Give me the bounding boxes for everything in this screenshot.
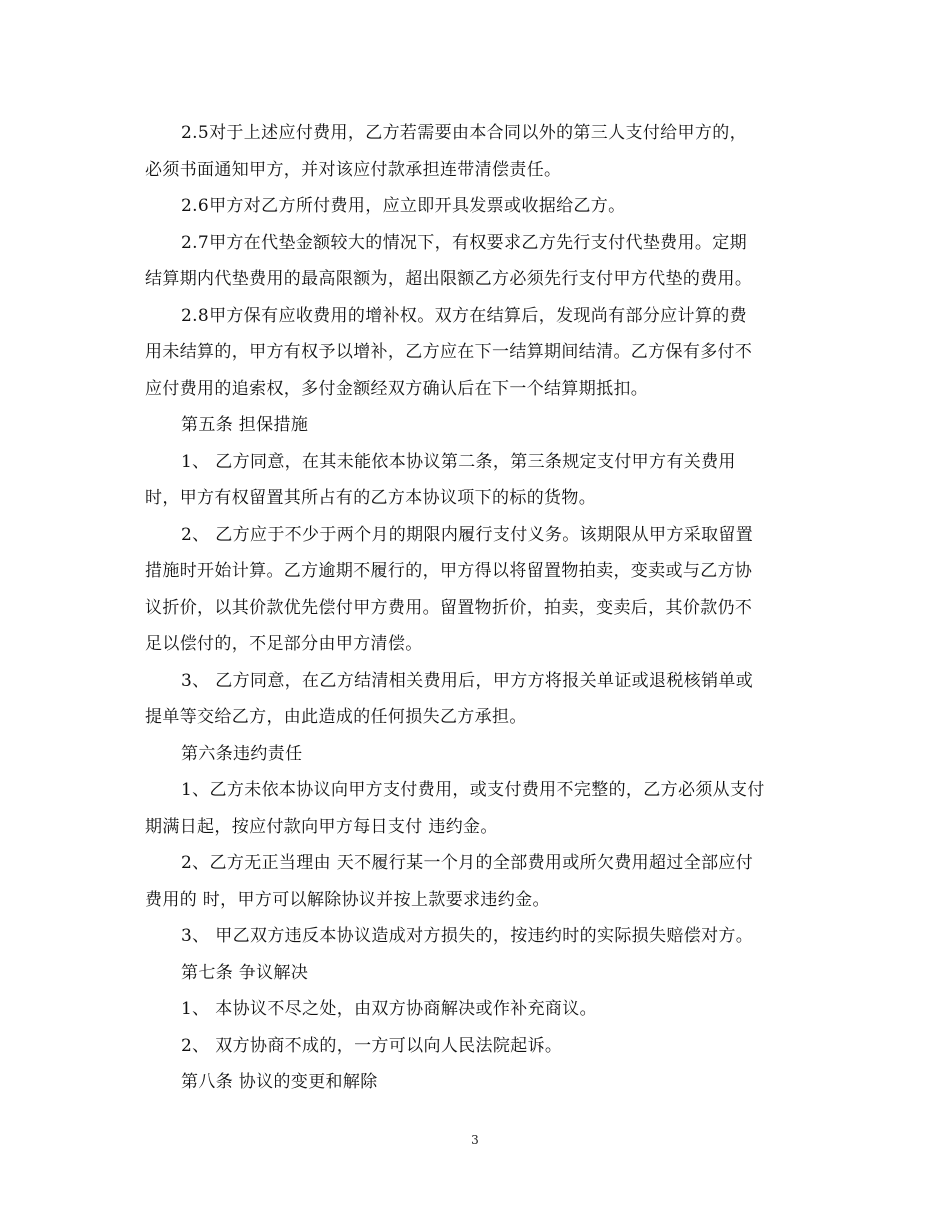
text-line: 时，甲方有权留置其所占有的乙方本协议项下的标的货物。 [145, 488, 597, 508]
text-line: 结算期内代垫费用的最高限额为，超出限额乙方必须先行支付甲方代垫的费用。 [145, 269, 753, 289]
text-line: 第八条 协议的变更和解除 [181, 1072, 378, 1092]
text-line: 期满日起，按应付款向甲方每日支付 违约金。 [145, 816, 498, 837]
text-line: 2、 双方协商不成的，一方可以向人民法院起诉。 [181, 1035, 563, 1056]
text-line: 第六条违约责任 [181, 743, 303, 764]
text-line: 用未结算的，甲方有权予以增补，乙方应在下一结算期间结清。乙方保有多付不 [145, 342, 753, 362]
text-line: 2.8甲方保有应收费用的增补权。双方在结算后，发现尚有部分应计算的费 [181, 305, 747, 326]
text-line: 1、 乙方同意，在其未能依本协议第二条，第三条规定支付甲方有关费用 [181, 451, 736, 472]
text-line: 1、乙方未依本协议向甲方支付费用，或支付费用不完整的，乙方必须从支付 [181, 780, 765, 800]
text-line: 2.5对于上述应付费用，乙方若需要由本合同以外的第三人支付给甲方的， [181, 123, 747, 143]
document-body [145, 115, 815, 1101]
text-line: 应付费用的追索权，多付金额经双方确认后在下一个结算期抵扣。 [145, 378, 649, 399]
text-line: 足以偿付的，不足部分由甲方清偿。 [145, 634, 423, 654]
text-line: 议折价，以其价款优先偿付甲方费用。留置物折价，拍卖，变卖后，其价款仍不 [145, 597, 753, 618]
text-line: 2、乙方无正当理由 天不履行某一个月的全部费用或所欠费用超过全部应付 [181, 853, 754, 873]
text-line: 第七条 争议解决 [181, 962, 309, 983]
text-line: 必须书面通知甲方，并对该应付款承担连带清偿责任。 [145, 159, 562, 180]
text-line: 2.6甲方对乙方所付费用，应立即开具发票或收据给乙方。 [181, 196, 626, 216]
text-line: 费用的 时，甲方可以解除协议并按上款要求违约金。 [145, 889, 550, 910]
text-line: 2、 乙方应于不少于两个月的期限内履行支付义务。该期限从甲方采取留置 [181, 524, 754, 545]
text-line: 3、 乙方同意，在乙方结清相关费用后，甲方方将报关单证或退税核销单或 [181, 670, 754, 691]
text-line: 3、 甲乙双方违反本协议造成对方损失的，按违约时的实际损失赔偿对方。 [181, 926, 754, 946]
text-line: 第五条 担保措施 [181, 415, 309, 435]
text-line: 提单等交给乙方，由此造成的任何损失乙方承担。 [145, 707, 527, 727]
text-line: 2.7甲方在代垫金额较大的情况下，有权要求乙方先行支付代垫费用。定期 [181, 232, 747, 253]
text-line: 1、 本协议不尽之处，由双方协商解决或作补充商议。 [181, 999, 597, 1019]
text-line: 措施时开始计算。乙方逾期不履行的，甲方得以将留置物拍卖，变卖或与乙方协 [145, 561, 753, 581]
page-number: 3 [471, 1133, 479, 1147]
